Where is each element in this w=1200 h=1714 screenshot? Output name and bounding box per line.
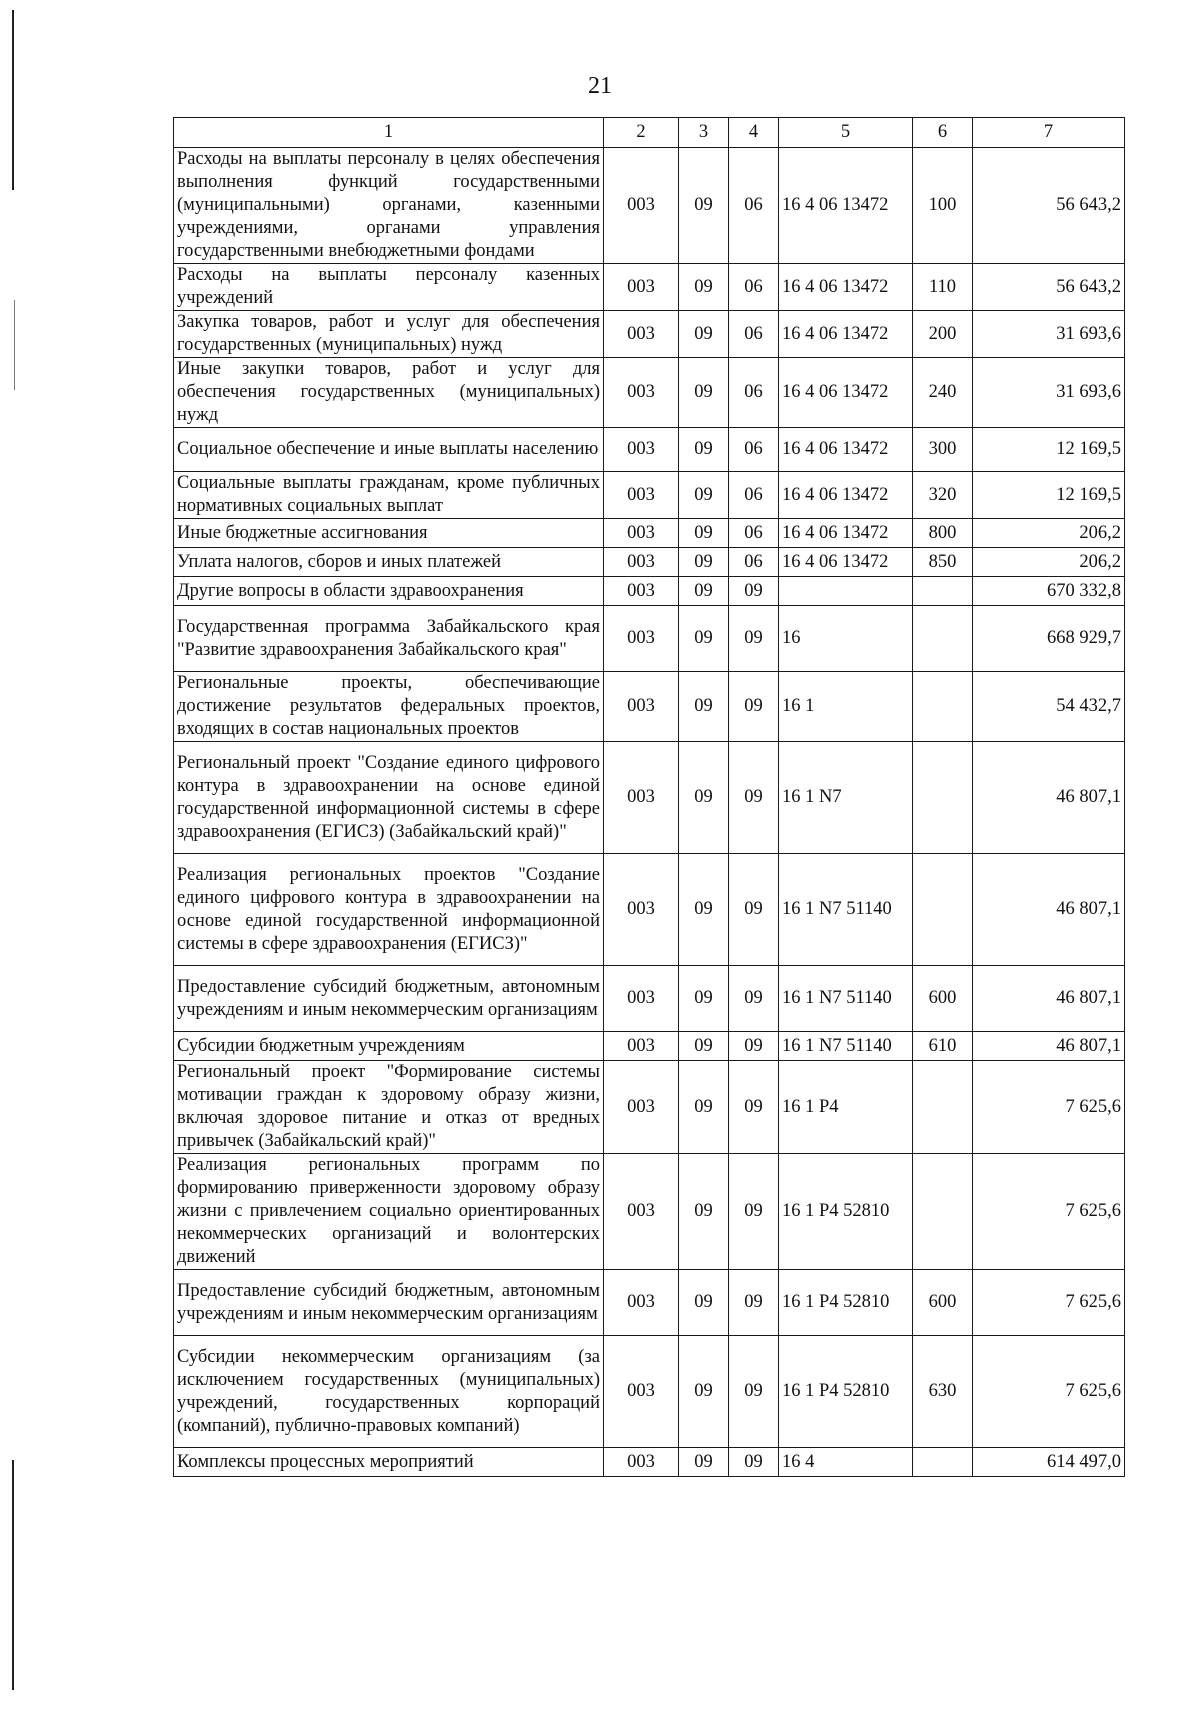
- table-cell-col6: 240: [913, 358, 973, 428]
- table-cell-col1: Реализация региональных программ по формированию приверженности здоровому образу жизни с привлечением социально ориентированных некоммерческих организаций и волонтерских движений: [174, 1154, 604, 1270]
- table-cell-col3: 09: [679, 519, 729, 548]
- table-cell-col6: 320: [913, 472, 973, 519]
- table-cell-col5: 16 1 P4 52810: [779, 1270, 913, 1336]
- table-cell-col7: 31 693,6: [973, 358, 1125, 428]
- table-cell-col6: 300: [913, 428, 973, 472]
- table-cell-col6: [913, 1154, 973, 1270]
- table-cell-col4: 09: [729, 966, 779, 1032]
- table-cell-col3: 09: [679, 606, 729, 672]
- table-cell-col1: Расходы на выплаты персоналу казенных учреждений: [174, 264, 604, 311]
- table-cell-col1: Субсидии некоммерческим организациям (за исключением государственных (муниципальных) учреждений, государственных корпораций (компаний), публично-правовых компаний): [174, 1336, 604, 1448]
- table-cell-col6: 200: [913, 311, 973, 358]
- table-cell-col4: 06: [729, 548, 779, 577]
- table-cell-col1: Социальные выплаты гражданам, кроме публичных нормативных социальных выплат: [174, 472, 604, 519]
- table-cell-col2: 003: [604, 1270, 679, 1336]
- table-cell-col3: 09: [679, 672, 729, 742]
- table-cell-col2: 003: [604, 742, 679, 854]
- table-cell-col2: 003: [604, 311, 679, 358]
- table-cell-col2: 003: [604, 358, 679, 428]
- table-row: [174, 1448, 1125, 1477]
- table-cell-col6: [913, 672, 973, 742]
- table-cell-col5: 16 1 P4: [779, 1061, 913, 1154]
- table-cell-col1: Расходы на выплаты персоналу в целях обеспечения выполнения функций государственными (муниципальными) органами, казенными учреждениями, органами управления государственными внебюджетными фондами: [174, 148, 604, 264]
- table-cell-col5: 16 4 06 13472: [779, 472, 913, 519]
- table-cell-col5: 16 1: [779, 672, 913, 742]
- table-cell-col1: Иные бюджетные ассигнования: [174, 519, 604, 548]
- table-cell-col1: Реализация региональных проектов "Создание единого цифрового контура в здравоохранении на основе единой государственной информационной системы в сфере здравоохранения (ЕГИСЗ)": [174, 854, 604, 966]
- table-cell-col5: 16: [779, 606, 913, 672]
- table-row: [174, 519, 1125, 548]
- table-cell-col2: 003: [604, 519, 679, 548]
- table-cell-col7: 46 807,1: [973, 742, 1125, 854]
- budget-table: [173, 117, 1125, 1477]
- table-cell-col6: [913, 1448, 973, 1477]
- table-row: [174, 472, 1125, 519]
- table-cell-col4: 09: [729, 742, 779, 854]
- table-row: [174, 742, 1125, 854]
- table-cell-col1: Государственная программа Забайкальского края "Развитие здравоохранения Забайкальского края": [174, 606, 604, 672]
- table-cell-col2: 003: [604, 548, 679, 577]
- table-cell-col3: 09: [679, 148, 729, 264]
- table-cell-col6: 850: [913, 548, 973, 577]
- table-cell-col1: Региональный проект "Формирование системы мотивации граждан к здоровому образу жизни, включая здоровое питание и отказ от вредных привычек (Забайкальский край)": [174, 1061, 604, 1154]
- table-row: [174, 358, 1125, 428]
- table-cell-col4: 06: [729, 428, 779, 472]
- header-cell: 2: [604, 118, 679, 148]
- table-cell-col2: 003: [604, 148, 679, 264]
- table-cell-col2: 003: [604, 966, 679, 1032]
- table-cell-col3: 09: [679, 1336, 729, 1448]
- table-cell-col6: 600: [913, 966, 973, 1032]
- table-cell-col5: 16 1 N7 51140: [779, 854, 913, 966]
- table-cell-col4: 06: [729, 311, 779, 358]
- table-cell-col6: [913, 854, 973, 966]
- table-cell-col2: 003: [604, 577, 679, 606]
- table-cell-col4: 09: [729, 672, 779, 742]
- table-cell-col6: 630: [913, 1336, 973, 1448]
- table-cell-col2: 003: [604, 264, 679, 311]
- table-row: [174, 1336, 1125, 1448]
- table-cell-col1: Региональные проекты, обеспечивающие достижение результатов федеральных проектов, входящих в состав национальных проектов: [174, 672, 604, 742]
- table-cell-col3: 09: [679, 1448, 729, 1477]
- table-cell-col4: 09: [729, 1270, 779, 1336]
- header-cell: 7: [973, 118, 1125, 148]
- table-cell-col4: 06: [729, 519, 779, 548]
- table-cell-col3: 09: [679, 1154, 729, 1270]
- table-cell-col2: 003: [604, 472, 679, 519]
- table-cell-col4: 09: [729, 1061, 779, 1154]
- table-row: [174, 1270, 1125, 1336]
- table-cell-col5: 16 4 06 13472: [779, 148, 913, 264]
- table-cell-col7: 668 929,7: [973, 606, 1125, 672]
- table-cell-col5: 16 1 N7 51140: [779, 1032, 913, 1061]
- table-row: [174, 577, 1125, 606]
- table-cell-col2: 003: [604, 1448, 679, 1477]
- table-cell-col6: [913, 742, 973, 854]
- table-cell-col3: 09: [679, 1061, 729, 1154]
- table-cell-col7: 7 625,6: [973, 1061, 1125, 1154]
- table-row: [174, 264, 1125, 311]
- table-cell-col7: 31 693,6: [973, 311, 1125, 358]
- table-cell-col5: 16 4 06 13472: [779, 428, 913, 472]
- table-cell-col2: 003: [604, 1154, 679, 1270]
- table-cell-col5: 16 1 N7: [779, 742, 913, 854]
- header-cell: 6: [913, 118, 973, 148]
- table-cell-col2: 003: [604, 854, 679, 966]
- table-cell-col7: 12 169,5: [973, 428, 1125, 472]
- table-cell-col7: 614 497,0: [973, 1448, 1125, 1477]
- table-cell-col1: Социальное обеспечение и иные выплаты населению: [174, 428, 604, 472]
- table-cell-col4: 06: [729, 358, 779, 428]
- table-cell-col5: 16 1 P4 52810: [779, 1336, 913, 1448]
- table-cell-col4: 09: [729, 854, 779, 966]
- table-cell-col3: 09: [679, 264, 729, 311]
- table-cell-col5: 16 4 06 13472: [779, 311, 913, 358]
- table-cell-col4: 09: [729, 577, 779, 606]
- table-cell-col7: 46 807,1: [973, 854, 1125, 966]
- table-cell-col6: 100: [913, 148, 973, 264]
- table-cell-col5: 16 4: [779, 1448, 913, 1477]
- table-cell-col6: 600: [913, 1270, 973, 1336]
- table-cell-col3: 09: [679, 358, 729, 428]
- header-cell: 1: [174, 118, 604, 148]
- table-cell-col2: 003: [604, 1032, 679, 1061]
- table-cell-col4: 06: [729, 472, 779, 519]
- table-row: [174, 966, 1125, 1032]
- table-cell-col3: 09: [679, 428, 729, 472]
- table-cell-col1: Закупка товаров, работ и услуг для обеспечения государственных (муниципальных) нужд: [174, 311, 604, 358]
- table-cell-col1: Субсидии бюджетным учреждениям: [174, 1032, 604, 1061]
- table-cell-col6: 610: [913, 1032, 973, 1061]
- table-cell-col2: 003: [604, 606, 679, 672]
- table-cell-col3: 09: [679, 854, 729, 966]
- header-row: [174, 118, 1125, 148]
- table-cell-col1: Другие вопросы в области здравоохранения: [174, 577, 604, 606]
- table-cell-col3: 09: [679, 472, 729, 519]
- table-cell-col5: [779, 577, 913, 606]
- table-cell-col6: [913, 577, 973, 606]
- table-cell-col2: 003: [604, 672, 679, 742]
- table-cell-col7: 56 643,2: [973, 148, 1125, 264]
- table-cell-col3: 09: [679, 548, 729, 577]
- table-cell-col2: 003: [604, 1336, 679, 1448]
- table-row: [174, 672, 1125, 742]
- table-row: [174, 148, 1125, 264]
- table-cell-col1: Иные закупки товаров, работ и услуг для обеспечения государственных (муниципальных) нужд: [174, 358, 604, 428]
- table-cell-col4: 09: [729, 606, 779, 672]
- table-cell-col1: Региональный проект "Создание единого цифрового контура в здравоохранении на основе единой государственной информационной системы в сфере здравоохранения (ЕГИСЗ) (Забайкальский край)": [174, 742, 604, 854]
- table-cell-col1: Предоставление субсидий бюджетным, автономным учреждениям и иным некоммерческим организациям: [174, 966, 604, 1032]
- header-cell: 5: [779, 118, 913, 148]
- table-cell-col7: 206,2: [973, 519, 1125, 548]
- table-cell-col7: 7 625,6: [973, 1154, 1125, 1270]
- table-cell-col7: 54 432,7: [973, 672, 1125, 742]
- table-cell-col1: Предоставление субсидий бюджетным, автономным учреждениям и иным некоммерческим организациям: [174, 1270, 604, 1336]
- table-cell-col5: 16 1 P4 52810: [779, 1154, 913, 1270]
- table-cell-col6: [913, 1061, 973, 1154]
- table-row: [174, 1154, 1125, 1270]
- table-cell-col7: 670 332,8: [973, 577, 1125, 606]
- table-row: [174, 311, 1125, 358]
- table-cell-col6: 800: [913, 519, 973, 548]
- table-cell-col4: 09: [729, 1154, 779, 1270]
- table-cell-col7: 7 625,6: [973, 1270, 1125, 1336]
- table-cell-col5: 16 4 06 13472: [779, 548, 913, 577]
- table-row: [174, 548, 1125, 577]
- table-row: [174, 428, 1125, 472]
- table-cell-col7: 7 625,6: [973, 1336, 1125, 1448]
- table-cell-col7: 206,2: [973, 548, 1125, 577]
- table-cell-col3: 09: [679, 742, 729, 854]
- table-cell-col4: 09: [729, 1448, 779, 1477]
- table-cell-col6: 110: [913, 264, 973, 311]
- table-cell-col2: 003: [604, 1061, 679, 1154]
- table-cell-col5: 16 1 N7 51140: [779, 966, 913, 1032]
- table-cell-col7: 12 169,5: [973, 472, 1125, 519]
- table-cell-col4: 09: [729, 1032, 779, 1061]
- table-row: [174, 1032, 1125, 1061]
- table-cell-col3: 09: [679, 311, 729, 358]
- table-body: [174, 148, 1125, 1477]
- table-cell-col4: 06: [729, 148, 779, 264]
- table-cell-col5: 16 4 06 13472: [779, 358, 913, 428]
- table-cell-col4: 06: [729, 264, 779, 311]
- table-cell-col6: [913, 606, 973, 672]
- header-cell: 3: [679, 118, 729, 148]
- table-row: [174, 1061, 1125, 1154]
- table-cell-col2: 003: [604, 428, 679, 472]
- table-cell-col3: 09: [679, 1270, 729, 1336]
- table-cell-col3: 09: [679, 1032, 729, 1061]
- table-row: [174, 854, 1125, 966]
- table-cell-col3: 09: [679, 966, 729, 1032]
- header-cell: 4: [729, 118, 779, 148]
- table-cell-col7: 46 807,1: [973, 966, 1125, 1032]
- table-row: [174, 606, 1125, 672]
- table-cell-col5: 16 4 06 13472: [779, 264, 913, 311]
- table-cell-col4: 09: [729, 1336, 779, 1448]
- table-cell-col1: Комплексы процессных мероприятий: [174, 1448, 604, 1477]
- table-cell-col7: 46 807,1: [973, 1032, 1125, 1061]
- table-cell-col3: 09: [679, 577, 729, 606]
- table-cell-col1: Уплата налогов, сборов и иных платежей: [174, 548, 604, 577]
- page-number: 21: [588, 73, 612, 99]
- table-cell-col7: 56 643,2: [973, 264, 1125, 311]
- table-cell-col5: 16 4 06 13472: [779, 519, 913, 548]
